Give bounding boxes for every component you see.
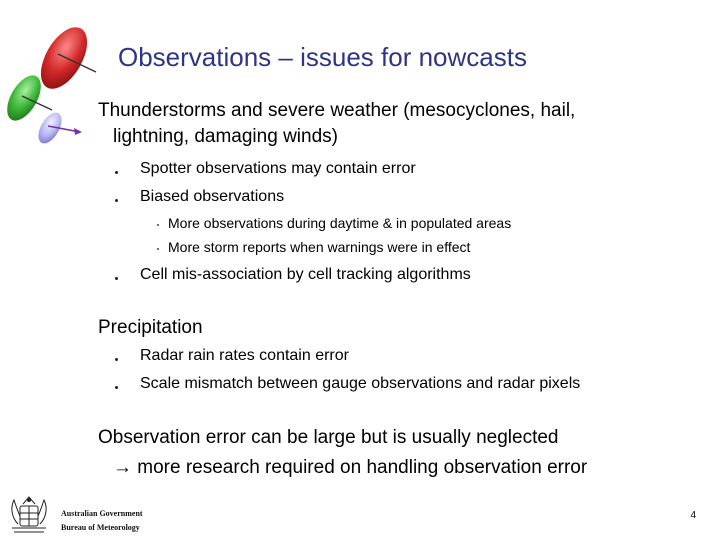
page-number: 4 [690,510,696,521]
logo-text-bureau: Bureau of Meteorology [61,523,140,532]
bullet-dot [115,386,118,389]
sub-bullet-daytime: More observations during daytime & in populated areas [168,215,512,231]
bullet-cell-misassociation: Cell mis-association by cell tracking algorithms [140,266,471,283]
sub-bullet-warnings: More storm reports when warnings were in effect [168,239,471,255]
bullet-dot [115,199,118,202]
bullet-biased-observations: Biased observations [140,188,285,205]
ellipses-decoration [0,0,120,150]
bullet-dot [115,277,118,280]
sub-bullet-dot [157,224,159,226]
blue-pointer-arrowhead [74,128,82,135]
footer-logo [4,494,143,541]
sub-bullet-dot [157,248,159,250]
slide-title: Observations – issues for nowcasts [118,42,527,72]
arrow-right-icon: → [113,457,132,478]
conclusion-line1: Observation error can be large but is usually neglected [98,427,559,448]
conclusion-line2 [113,457,587,479]
thunderstorms-heading-line2: lightning, damaging winds) [113,126,338,147]
bullet-dot [115,358,118,361]
green-ellipse [0,70,48,126]
bullet-dot [115,171,118,174]
logo-text-government: Australian Government [61,509,143,518]
precipitation-heading: Precipitation [98,317,203,338]
bullet-scale-mismatch: Scale mismatch between gauge observations and radar pixels [140,375,581,392]
bullet-radar-rain-rates: Radar rain rates contain error [140,347,349,364]
coat-of-arms-icon [4,494,54,536]
bullet-spotter-observations: Spotter observations may contain error [140,160,416,177]
red-ellipse [31,20,96,97]
thunderstorms-heading-line1: Thunderstorms and severe weather (mesocyclones, hail, [98,100,576,121]
conclusion-line2-text: more research required on handling observation error [137,457,588,478]
